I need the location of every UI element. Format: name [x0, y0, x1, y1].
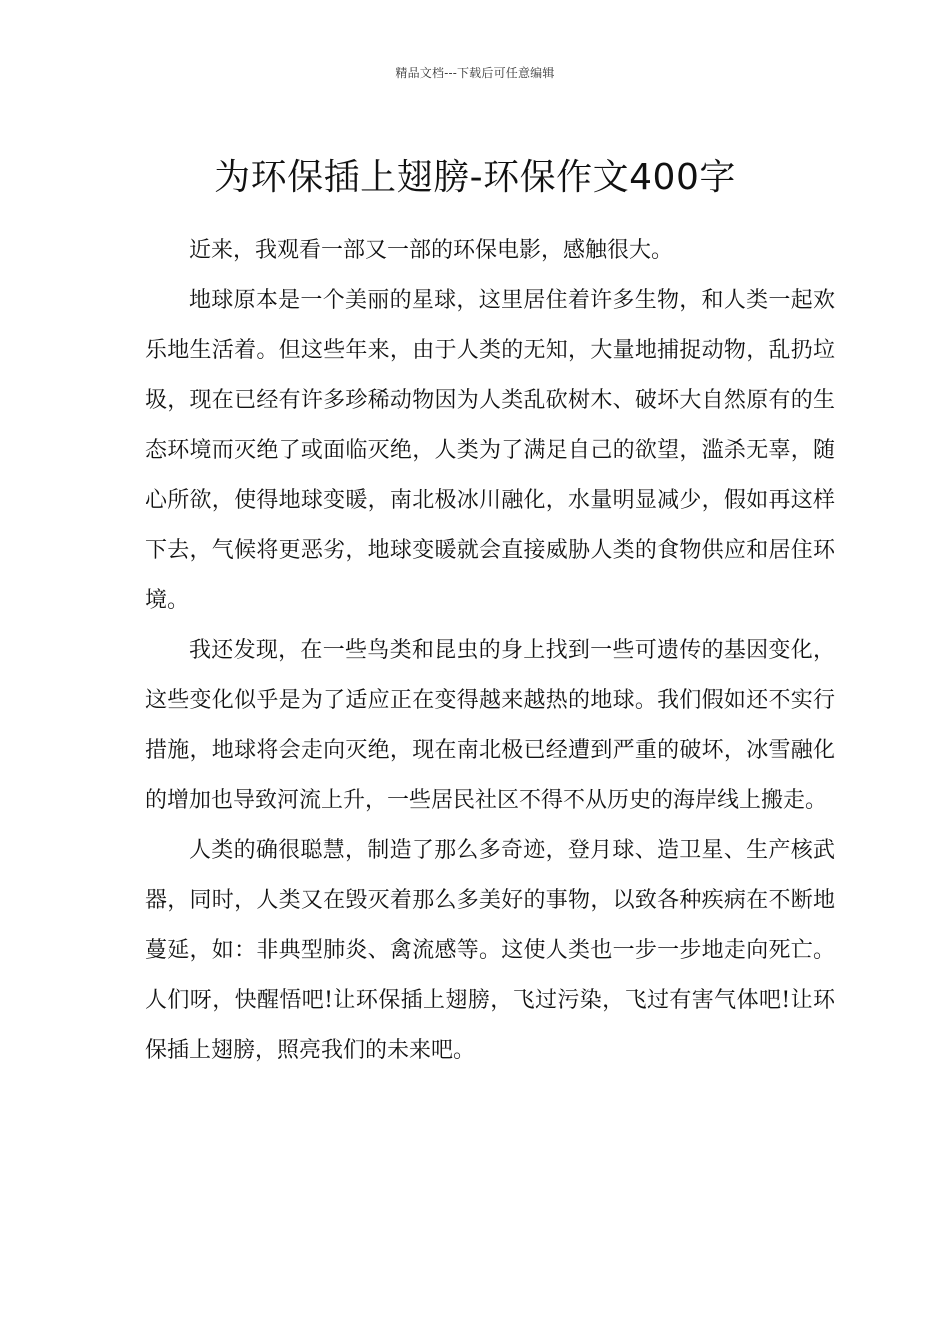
paragraph-4: 人类的确很聪慧，制造了那么多奇迹，登月球、造卫星、生产核武器，同时，人类又在毁灭着那么多美好的事物，以致各种疾病在不断地蔓延，如：非典型肺炎、禽流感等。这使人类也一步一步地走向死亡。人们呀，快醒悟吧!让环保插上翅膀，飞过污染，飞过有害气体吧!让环保插上翅膀，照亮我们的未来吧。 — [145, 838, 835, 1063]
paragraph-2: 地球原本是一个美丽的星球，这里居住着许多生物，和人类一起欢乐地生活着。但这些年来，由于人类的无知，大量地捕捉动物，乱扔垃圾，现在已经有许多珍稀动物因为人类乱砍树木、破坏大自然原有的生态环境而灭绝了或面临灭绝，人类为了满足自己的欲望，滥杀无辜，随心所欲，使得地球变暖，南北极冰川融化，水量明显减少，假如再这样下去，气候将更恶劣，地球变暖就会直接威胁人类的食物供应和居住环境。 — [145, 288, 835, 613]
document-title: 为环保插上翅膀-环保作文400字 — [214, 157, 736, 199]
paragraph-3: 我还发现，在一些鸟类和昆虫的身上找到一些可遗传的基因变化，这些变化似乎是为了适应正在变得越来越热的地球。我们假如还不实行措施，地球将会走向灭绝，现在南北极已经遭到严重的破坏，冰雪融化的增加也导致河流上升，一些居民社区不得不从历史的海岸线上搬走。 — [145, 638, 835, 813]
document-body — [145, 226, 835, 1076]
header-note: 精品文档---下载后可任意编辑 — [395, 66, 555, 80]
paragraph-1: 近来，我观看一部又一部的环保电影，感触很大。 — [189, 238, 674, 263]
